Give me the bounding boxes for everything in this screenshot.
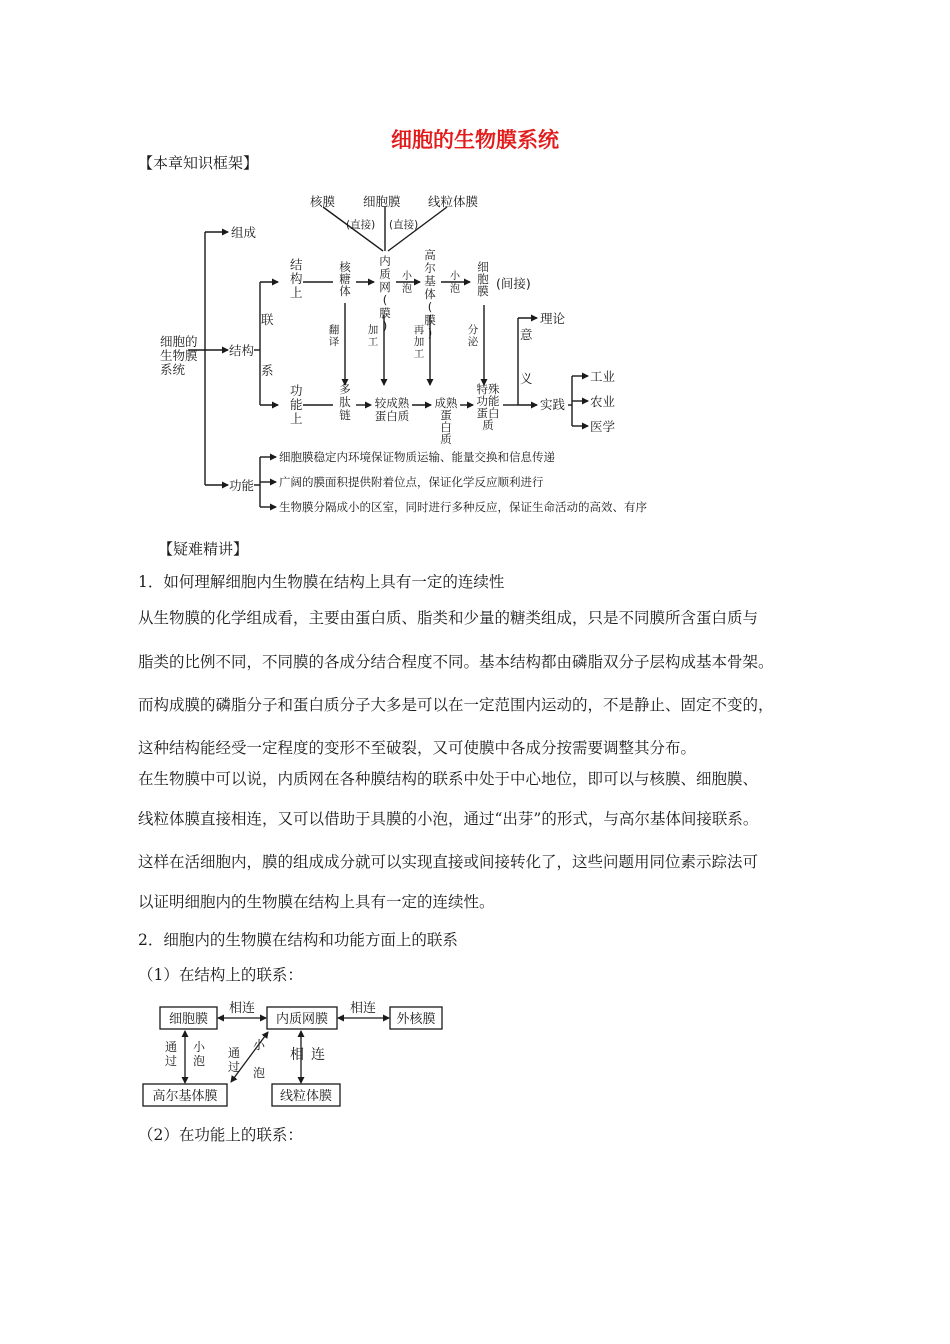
vertical-reprocess: 再加工 (413, 324, 425, 360)
top-membrane-cell: 细胞膜 (363, 194, 401, 209)
practice-label: 实践 (540, 397, 566, 412)
framework-heading: 【本章知识框架】 (138, 154, 259, 172)
chain-mature-protein-1: 较成熟蛋白质 (374, 396, 410, 423)
meaning-1: 意 (520, 327, 533, 342)
q1-line: 线粒体膜直接相连，又可以借助于具膜的小泡，通过“出芽”的形式，与高尔基体间接联系。 (138, 810, 759, 828)
q1-heading: 1．如何理解细胞内生物膜在结构上具有一定的连续性 (138, 573, 505, 591)
vesicle-label-right: 小泡 (252, 1038, 266, 1080)
q1-line: 在生物膜中可以说，内质网在各种膜结构的联系中处于中心地位，即可以与核膜、细胞膜、 (138, 770, 759, 788)
link-label-1: 联 (261, 312, 274, 327)
vertical-secrete: 分泌 (467, 324, 479, 348)
connected-label-3: 相 连 (290, 1047, 325, 1063)
box-label-mito: 线粒体膜 (279, 1089, 333, 1104)
q1-line: 这样在活细胞内，膜的组成成分就可以实现直接或间接转化了，这些问题用同位素示踪法可 (138, 853, 759, 871)
box-label-cell: 细胞膜 (168, 1012, 209, 1027)
via-label-left: 通过 (164, 1040, 178, 1068)
vesicle-label-left: 小泡 (192, 1040, 206, 1068)
branch-function: 功能 (229, 478, 255, 493)
chain-golgi: 高尔基体(膜) (424, 248, 436, 340)
meaning-2: 义 (520, 371, 533, 386)
page-title: 细胞的生物膜系统 (391, 128, 559, 152)
chain-special-protein: 特殊功能蛋白质 (476, 382, 500, 432)
structure-connection-diagram (0, 995, 950, 1115)
q2-sub1: （1）在结构上的联系： (138, 966, 303, 984)
vertical-process: 加工 (367, 324, 379, 348)
via-label-right: 通过 (227, 1046, 241, 1074)
practice-agriculture: 农业 (590, 394, 616, 409)
branch-composition: 组成 (231, 225, 257, 240)
function-item-1: 细胞膜稳定内环境保证物质运输、能量交换和信息传递 (279, 450, 555, 464)
difficulty-heading: 【疑难精讲】 (158, 540, 249, 558)
vesicle-1: 小泡 (402, 271, 412, 295)
struct-label: 结构上 (290, 257, 303, 300)
q1-line: 脂类的比例不同，不同膜的各成分结合程度不同。基本结构都由磷脂双分子层构成基本骨架。 (138, 653, 774, 671)
theory-label: 理论 (540, 311, 566, 326)
chain-er: 内质网(膜) (379, 254, 391, 333)
vertical-translate: 翻译 (328, 324, 340, 348)
chain-cell-membrane: 细胞膜 (477, 260, 489, 298)
q1-line: 从生物膜的化学组成看，主要由蛋白质、脂类和少量的糖类组成，只是不同膜所含蛋白质与 (138, 609, 759, 627)
box-label-outer-nuclear: 外核膜 (396, 1012, 436, 1027)
connected-label-1: 相连 (228, 1001, 256, 1016)
chain-mature-protein-2: 成熟蛋白质 (434, 396, 458, 446)
chain-ribosome: 核糖体 (339, 260, 351, 298)
top-membrane-nucleus: 核膜 (310, 194, 336, 209)
q2-heading: 2．细胞内的生物膜在结构和功能方面上的联系 (138, 931, 458, 949)
chain-polypeptide: 多肽链 (339, 382, 351, 422)
function-item-2: 广阔的膜面积提供附着位点，保证化学反应顺利进行 (279, 475, 544, 489)
top-membrane-mito: 线粒体膜 (428, 194, 479, 209)
branch-structure: 结构 (229, 343, 255, 358)
q1-line: 而构成膜的磷脂分子和蛋白质分子大多是可以在一定范围内运动的，不是静止、固定不变的， (138, 696, 774, 714)
direct-label-1: (直接) (346, 219, 376, 231)
practice-medicine: 医学 (590, 419, 616, 434)
q1-line: 以证明细胞内的生物膜在结构上具有一定的连续性。 (138, 893, 495, 911)
vesicle-2: 小泡 (450, 271, 460, 295)
func-label: 功能上 (290, 383, 303, 426)
q1-line: 这种结构能经受一定程度的变形不至破裂，又可使膜中各成分按需要调整其分布。 (138, 739, 697, 757)
indirect-label: (间接) (496, 276, 531, 291)
knowledge-framework-diagram (0, 185, 950, 525)
practice-industry: 工业 (590, 369, 616, 384)
box-label-er: 内质网膜 (275, 1012, 329, 1027)
root-label: 细胞的生物膜系统 (160, 334, 198, 377)
q2-sub2: （2）在功能上的联系： (138, 1126, 303, 1144)
box-label-golgi: 高尔基体膜 (152, 1089, 218, 1104)
connected-label-2: 相连 (349, 1001, 377, 1016)
direct-label-2: (直接) (389, 219, 419, 231)
link-label-2: 系 (261, 363, 274, 378)
function-item-3: 生物膜分隔成小的区室，同时进行多种反应，保证生命活动的高效、有序 (279, 500, 647, 514)
